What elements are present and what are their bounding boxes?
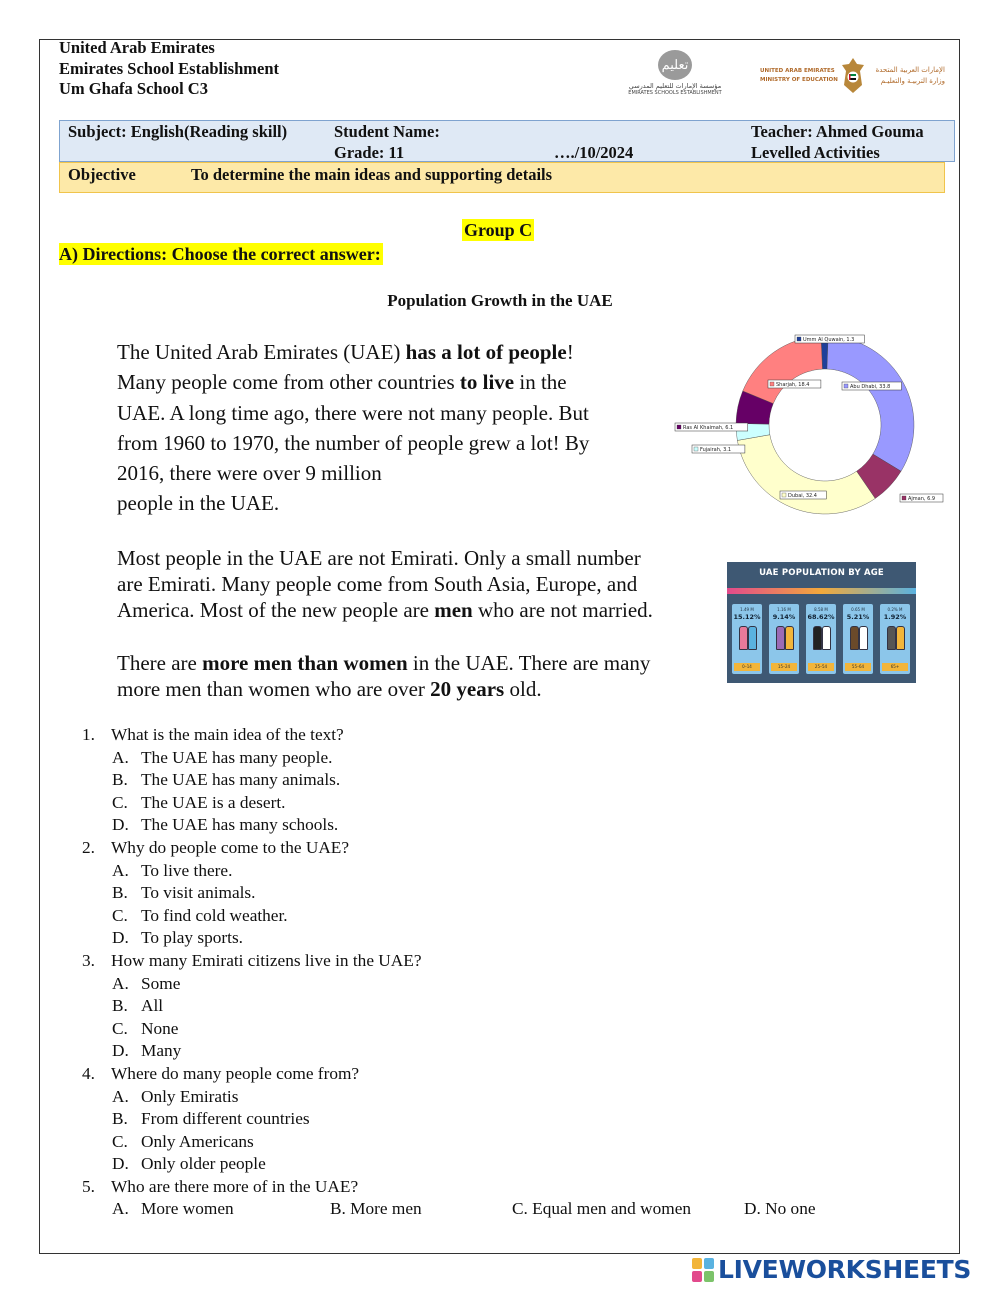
levelled-label: Levelled Activities xyxy=(751,143,880,162)
option-letter: B. xyxy=(112,770,128,790)
option-text: None xyxy=(141,1018,179,1038)
option-letter[interactable]: A. xyxy=(112,1199,129,1219)
p3-l1c: in the UAE. There are many xyxy=(407,651,651,675)
taleem-english: EMIRATES SCHOOLS ESTABLISHMENT xyxy=(628,90,722,96)
age-percent: 68.62% xyxy=(807,613,835,621)
person-figure-icon xyxy=(822,626,831,650)
p1-l1b: has a lot of people xyxy=(405,340,567,364)
option-letter: B. xyxy=(112,996,128,1016)
age-percent: 9.14% xyxy=(772,613,796,621)
donut-label-text: Umm Al Quwain, 1.3 xyxy=(803,337,855,344)
person-figure-icon xyxy=(859,626,868,650)
donut-label-dubai xyxy=(780,491,826,499)
p2-line-1: Most people in the UAE are not Emirati. Only a small number xyxy=(117,546,641,570)
option-letter: D. xyxy=(112,1154,129,1174)
age-column-4 xyxy=(843,604,873,674)
donut-label-text: Ajman, 6.9 xyxy=(908,496,936,503)
date-label: …./10/2024 xyxy=(554,143,634,162)
option-letter: D. xyxy=(112,928,129,948)
p1-l1a: The United Arab Emirates (UAE) xyxy=(117,340,406,364)
p1-l2b: to live xyxy=(459,370,515,395)
question-text: What is the main idea of the text? xyxy=(111,725,344,744)
p3-l2c: old. xyxy=(504,677,542,701)
option-text: To visit animals. xyxy=(141,883,256,903)
option-letter: A. xyxy=(112,860,129,880)
option-text: Only Emiratis xyxy=(141,1086,239,1106)
age-population: 1.16 M xyxy=(777,607,791,612)
person-figure-icon xyxy=(850,626,859,650)
objective-text: To determine the main ideas and supporting details xyxy=(191,165,553,184)
age-percent: 15.12% xyxy=(733,613,761,621)
option-letter: A. xyxy=(112,747,129,767)
passage-title: Population Growth in the UAE xyxy=(387,291,613,310)
age-population: 0.2% M xyxy=(887,607,903,612)
ministry-english-line1: UNITED ARAB EMIRATES xyxy=(760,68,835,74)
p1-line-2 xyxy=(117,367,657,397)
donut-label-ras-al-khaimah xyxy=(675,423,748,431)
ministry-arabic-line2: وزارة التربيـة والتعليـم xyxy=(880,77,945,85)
age-column-1 xyxy=(732,604,762,674)
question-number: 2. xyxy=(82,837,95,857)
option-text: The UAE is a desert. xyxy=(141,792,286,812)
donut-label-sharjah xyxy=(768,380,821,388)
age-range: 25–54 xyxy=(808,663,834,671)
option-text[interactable]: More women xyxy=(141,1199,234,1219)
option-text: To live there. xyxy=(141,860,233,880)
person-figure-icon xyxy=(887,626,896,650)
option-letter: C. xyxy=(112,1131,128,1151)
age-column-3 xyxy=(806,604,836,674)
school-header xyxy=(59,38,279,100)
age-range: 65+ xyxy=(882,663,908,671)
donut-slice-dubai xyxy=(737,435,875,514)
donut-label-text: Fujairah, 3.1 xyxy=(700,447,732,454)
option-letter: C. xyxy=(112,905,128,925)
question-number: 1. xyxy=(82,725,95,744)
ministry-logo xyxy=(760,55,945,100)
question-text: Where do many people come from? xyxy=(111,1063,360,1083)
teacher-label: Teacher: Ahmed Gouma xyxy=(751,122,924,141)
option-text: To play sports. xyxy=(141,928,243,948)
donut-label-text: Sharjah, 18.4 xyxy=(776,382,810,389)
option-text[interactable]: D. No one xyxy=(744,1199,816,1219)
option-text[interactable]: C. Equal men and women xyxy=(512,1199,692,1219)
p2-line-2: are Emirati. Many people come from South Asia, Europe, and xyxy=(117,572,638,596)
age-range: 15–24 xyxy=(771,663,797,671)
donut-label-ajman xyxy=(900,494,943,502)
option-letter: D. xyxy=(112,1041,129,1061)
option-text[interactable]: B. More men xyxy=(330,1199,422,1219)
population-by-age-infographic xyxy=(727,562,916,683)
p3-l1a: There are xyxy=(117,651,203,675)
option-text: The UAE has many animals. xyxy=(141,770,341,790)
age-column-2 xyxy=(769,604,799,674)
option-letter: C. xyxy=(112,1018,128,1038)
donut-label-text: Abu Dhabi, 33.8 xyxy=(850,384,891,391)
option-letter: B. xyxy=(112,1109,128,1129)
passage-paragraph-3 xyxy=(117,650,717,702)
option-letter: B. xyxy=(112,883,128,903)
taleem-mark: تعليم xyxy=(658,50,692,80)
ministry-english-line2: MINISTRY OF EDUCATION xyxy=(760,77,838,83)
age-percent: 1.92% xyxy=(883,613,907,621)
subject-label: Subject: English(Reading skill) xyxy=(68,122,288,141)
person-figure-icon xyxy=(896,626,905,650)
p3-line-1 xyxy=(117,650,717,676)
p2-line-3 xyxy=(117,597,717,623)
ministry-arabic-line1: الإمارات العربية المتحدة xyxy=(875,66,945,74)
student-name-label: Student Name: xyxy=(334,122,440,141)
age-population: 1.49 M xyxy=(740,607,754,612)
option-letter: A. xyxy=(112,973,129,993)
question-text: Why do people come to the UAE? xyxy=(111,837,350,857)
taleem-logo xyxy=(620,50,730,100)
passage-paragraph-1 xyxy=(117,337,657,519)
p3-l2b: 20 years xyxy=(430,677,505,701)
age-population: 8.58 M xyxy=(814,607,828,612)
person-figure-icon xyxy=(739,626,748,650)
option-text: The UAE has many people. xyxy=(141,747,333,767)
donut-label-text: Ras Al Khaimah, 6.1 xyxy=(683,425,734,432)
p3-line-2 xyxy=(117,676,717,702)
option-text: Many xyxy=(141,1041,182,1061)
emirate-population-donut-chart xyxy=(670,328,950,528)
liveworksheets-brand: LIVEWORKSHEETS xyxy=(718,1255,972,1284)
option-text: To find cold weather. xyxy=(141,905,288,925)
p2-l3c: who are not married. xyxy=(472,598,653,622)
option-letter: D. xyxy=(112,815,129,835)
p1-line-4: from 1960 to 1970, the number of people grew a lot! By xyxy=(117,430,590,455)
p1-l1c: ! xyxy=(566,340,574,364)
donut-slice-sharjah xyxy=(743,336,823,403)
donut-label-text: Dubai, 32.4 xyxy=(788,493,817,500)
header-line-school: Um Ghafa School C3 xyxy=(59,79,208,98)
ministry-arabic xyxy=(876,65,945,87)
header-line-country: United Arab Emirates xyxy=(59,38,215,57)
p1-line-3: UAE. A long time ago, there were not many people. But xyxy=(117,400,589,425)
p3-l1b: more men than women xyxy=(202,651,408,675)
falcon-emblem-icon xyxy=(838,55,868,100)
option-text: The UAE has many schools. xyxy=(141,815,339,835)
age-population: 0.65 M xyxy=(851,607,865,612)
option-text: Only older people xyxy=(141,1154,266,1174)
age-percent: 5.21% xyxy=(846,613,870,621)
age-range: 0–14 xyxy=(734,663,760,671)
p2-l3b: men xyxy=(434,598,473,622)
option-text: Some xyxy=(141,973,181,993)
donut-label-umm-al-quwain xyxy=(795,335,864,343)
p3-l2a: more men than women who are over xyxy=(117,677,431,701)
p1-l2a: Many people come from other countries xyxy=(117,370,460,395)
infographic-band xyxy=(727,588,916,594)
group-label: Group C xyxy=(464,220,533,240)
passage-paragraph-2 xyxy=(117,545,717,623)
question-number: 4. xyxy=(82,1063,95,1083)
p1-l2c: in the xyxy=(514,370,567,395)
ministry-english xyxy=(760,67,838,85)
p2-l3a: America. Most of the new people are xyxy=(117,598,435,622)
question-number: 5. xyxy=(82,1176,95,1196)
person-figure-icon xyxy=(748,626,757,650)
donut-label-fujairah xyxy=(692,445,745,453)
infographic-title: UAE POPULATION BY AGE xyxy=(759,568,884,578)
p1-line-1 xyxy=(117,337,657,367)
liveworksheets-logo xyxy=(692,1253,992,1287)
person-figure-icon xyxy=(776,626,785,650)
question-text: How many Emirati citizens live in the UAE? xyxy=(111,950,422,970)
p1-line-6: people in the UAE. xyxy=(117,491,280,516)
directions: A) Directions: Choose the correct answer: xyxy=(59,244,381,264)
objective-label: Objective xyxy=(68,165,136,184)
option-text: From different countries xyxy=(141,1109,310,1129)
liveworksheets-icon xyxy=(692,1258,714,1282)
taleem-arabic: مؤسسة الإمارات للتعليم المدرسي xyxy=(628,82,722,90)
age-column-5 xyxy=(880,604,910,674)
option-letter: C. xyxy=(112,792,128,812)
info-box xyxy=(59,120,955,162)
option-text: Only Americans xyxy=(141,1131,254,1151)
grade-label: Grade: 11 xyxy=(334,143,405,162)
objective-bar xyxy=(59,162,945,193)
question-number: 3. xyxy=(82,950,95,970)
p1-line-5: 2016, there were over 9 million xyxy=(117,461,382,486)
person-figure-icon xyxy=(813,626,822,650)
option-text: All xyxy=(141,996,164,1016)
person-figure-icon xyxy=(785,626,794,650)
question-text: Who are there more of in the UAE? xyxy=(111,1176,359,1196)
header-line-establishment: Emirates School Establishment xyxy=(59,58,280,78)
age-range: 55–64 xyxy=(845,663,871,671)
donut-slice-abu-dhabi xyxy=(827,336,914,471)
option-letter: A. xyxy=(112,1086,129,1106)
donut-label-abu-dhabi xyxy=(842,382,902,390)
